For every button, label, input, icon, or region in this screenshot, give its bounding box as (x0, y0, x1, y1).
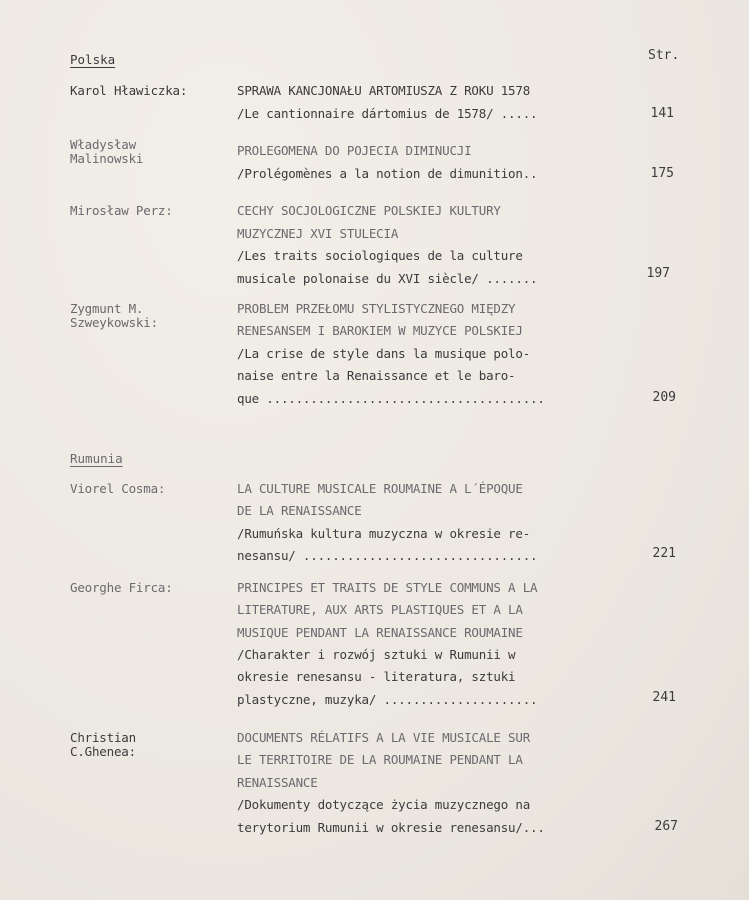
entry-author: Władysław (70, 137, 136, 152)
entry-title-line: RENAISSANCE (237, 775, 318, 790)
entry-title-line: /La crise de style dans la musique polo- (237, 346, 531, 361)
entry-title-line: /Dokumenty dotyczące życia muzycznego na (237, 797, 531, 812)
entry-page-number: 141 (650, 106, 674, 121)
entry-title-line: PROLEGOMENA DO POJECIA DIMINUCJI (237, 143, 472, 158)
entry-author: Mirosław Perz: (70, 203, 173, 218)
entry-author: Karol Hławiczka: (70, 83, 188, 98)
entry-author: Szweykowski: (70, 315, 158, 330)
entry-title-line: DE LA RENAISSANCE (237, 503, 362, 518)
entry-title-line: LA CULTURE MUSICALE ROUMAINE A L´ÉPOQUE (237, 481, 523, 496)
entry-title-line: que ...................................... (237, 391, 545, 406)
entry-title-line: RENESANSEM I BAROKIEM W MUZYCE POLSKIEJ (237, 323, 523, 338)
entry-title-line: naise entre la Renaissance et le baro- (237, 368, 516, 383)
entry-title-line: LITERATURE, AUX ARTS PLASTIQUES ET A LA (237, 602, 523, 617)
entry-title-line: MUSIQUE PENDANT LA RENAISSANCE ROUMAINE (237, 625, 523, 640)
entry-title-line: LE TERRITOIRE DE LA ROUMAINE PENDANT LA (237, 752, 523, 767)
entry-author: Georghe Firca: (70, 580, 173, 595)
entry-author: Christian (70, 730, 136, 745)
entry-title-line: DOCUMENTS RÉLATIFS A LA VIE MUSICALE SUR (237, 730, 531, 745)
section-heading-polska: Polska (70, 52, 116, 67)
entry-page-number: 221 (652, 546, 676, 561)
entry-title-line: terytorium Rumunii w okresie renesansu/... (237, 820, 545, 835)
entry-title-line: nesansu/ ................................ (237, 548, 538, 563)
entry-page-number: 241 (652, 690, 676, 705)
entry-page-number: 197 (646, 266, 670, 281)
entry-title-line: /Prolégomènes a la notion de dimunition.. (237, 166, 538, 181)
entry-title-line: SPRAWA KANCJONAŁU ARTOMIUSZA Z ROKU 1578 (237, 83, 531, 98)
entry-title-line: /Les traits sociologiques de la culture (237, 248, 523, 263)
entry-title-line: MUZYCZNEJ XVI STULECIA (237, 226, 399, 241)
entry-page-number: 175 (650, 166, 674, 181)
entry-title-line: plastyczne, muzyka/ ..................... (237, 692, 538, 707)
entry-author: C.Ghenea: (70, 744, 136, 759)
entry-title-line: /Charakter i rozwój sztuki w Rumunii w (237, 647, 516, 662)
entry-title-line: /Le cantionnaire dártomius de 1578/ ..... (237, 106, 538, 121)
entry-title-line: PRINCIPES ET TRAITS DE STYLE COMMUNS A LA (237, 580, 538, 595)
entry-title-line: okresie renesansu - literatura, sztuki (237, 669, 516, 684)
entry-title-line: CECHY SOCJOLOGICZNE POLSKIEJ KULTURY (237, 203, 501, 218)
entry-author: Zygmunt M. (70, 301, 144, 316)
entry-author: Viorel Cosma: (70, 481, 166, 496)
entry-title-line: musicale polonaise du XVI siècle/ ....... (237, 271, 538, 286)
page-column-label: Str. (648, 48, 680, 63)
entry-page-number: 209 (652, 390, 676, 405)
entry-page-number: 267 (654, 819, 678, 834)
section-heading-rumunia: Rumunia (70, 451, 123, 466)
entry-author: Malinowski (70, 151, 144, 166)
entry-title-line: /Rumuńska kultura muzyczna w okresie re- (237, 526, 531, 541)
entry-title-line: PROBLEM PRZEŁOMU STYLISTYCZNEGO MIĘDZY (237, 301, 516, 316)
